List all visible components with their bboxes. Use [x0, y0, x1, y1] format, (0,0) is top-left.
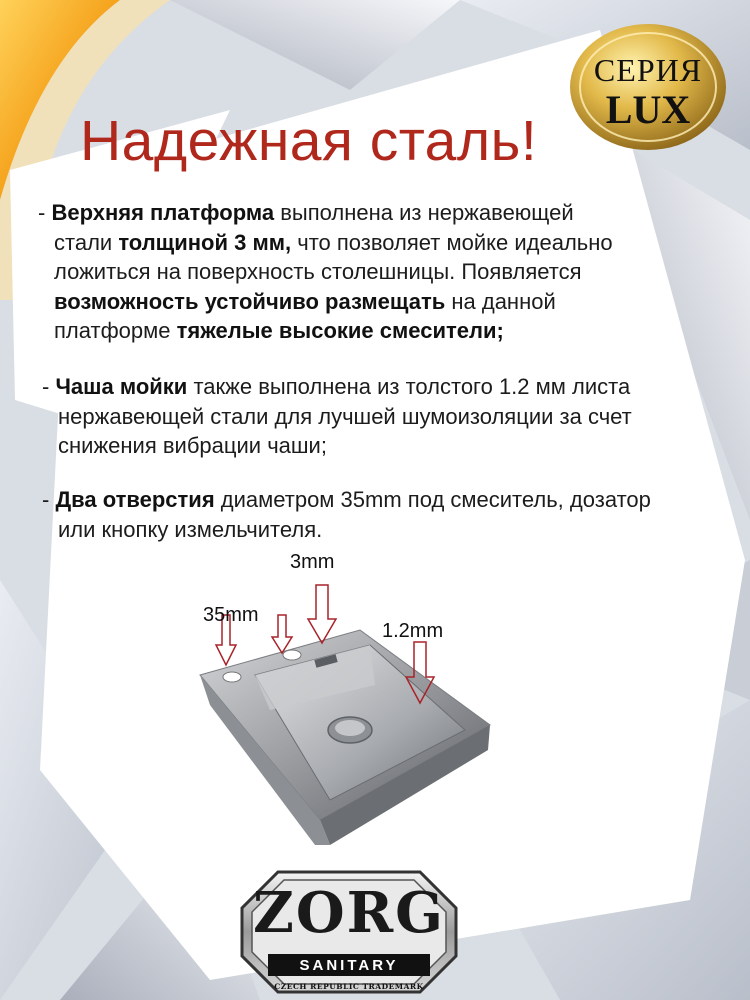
- text-run: стали: [54, 229, 119, 255]
- paragraph-holes: [42, 485, 722, 544]
- paragraph-line: [42, 372, 702, 402]
- paragraph-line: [42, 402, 702, 432]
- text-run: платформе: [54, 318, 177, 343]
- text-run: -: [38, 200, 52, 225]
- dimension-35mm-label: 35mm: [203, 604, 259, 626]
- text-run: или кнопку измельчителя.: [58, 516, 323, 542]
- bold-text: тяжелые высокие смесители;: [176, 318, 504, 343]
- bold-text: Два отверстия: [55, 487, 215, 512]
- text-run: -: [42, 374, 56, 399]
- page-title: Надежная сталь!: [80, 109, 538, 173]
- text-run: снижения вибрации чаши;: [58, 433, 327, 458]
- text-run: выполнена из нержавеющей: [274, 200, 574, 225]
- logo-sanitary-label: SANITARY: [299, 957, 399, 974]
- paragraph-line: [38, 257, 698, 287]
- text-run: ложиться на поверхность столешницы. Появляется: [54, 259, 582, 284]
- badge-series-label: СЕРИЯ: [593, 52, 703, 88]
- paragraph-bowl: [42, 372, 702, 461]
- bold-text: Чаша мойки: [55, 374, 188, 399]
- text-run: нержавеющей стали для лучшей шумоизоляции за счет: [58, 403, 632, 429]
- dimension-1-2mm-label: 1.2mm: [382, 620, 444, 642]
- paragraph-platform: [38, 198, 698, 346]
- paragraph-line: [42, 515, 722, 545]
- paragraph-line: [38, 228, 698, 258]
- badge-lux-label: LUX: [605, 87, 691, 132]
- bold-text: возможность устойчиво размещать: [54, 288, 446, 314]
- bold-text: толщиной 3 мм,: [118, 229, 292, 255]
- dimension-3mm-label: 3mm: [290, 551, 335, 573]
- sink-diagram: [170, 545, 510, 875]
- paragraph-line: [38, 287, 698, 317]
- text-run: на данной: [445, 288, 556, 314]
- paragraph-line: [38, 316, 698, 346]
- text-run: также выполнена из толстого 1.2 мм листа: [187, 374, 631, 399]
- text-run: диаметром 35mm под смеситель, дозатор: [214, 487, 651, 512]
- paragraph-line: [42, 431, 702, 461]
- text-run: что позволяет мойке идеально: [291, 229, 613, 255]
- logo-trademark-label: CZECH REPUBLIC TRADEMARK: [274, 982, 424, 991]
- logo-wordmark: ZORG: [252, 880, 446, 946]
- paragraph-line: [38, 198, 698, 228]
- text-run: -: [42, 487, 56, 512]
- paragraph-line: [42, 485, 722, 515]
- bold-text: Верхняя платформа: [51, 200, 275, 225]
